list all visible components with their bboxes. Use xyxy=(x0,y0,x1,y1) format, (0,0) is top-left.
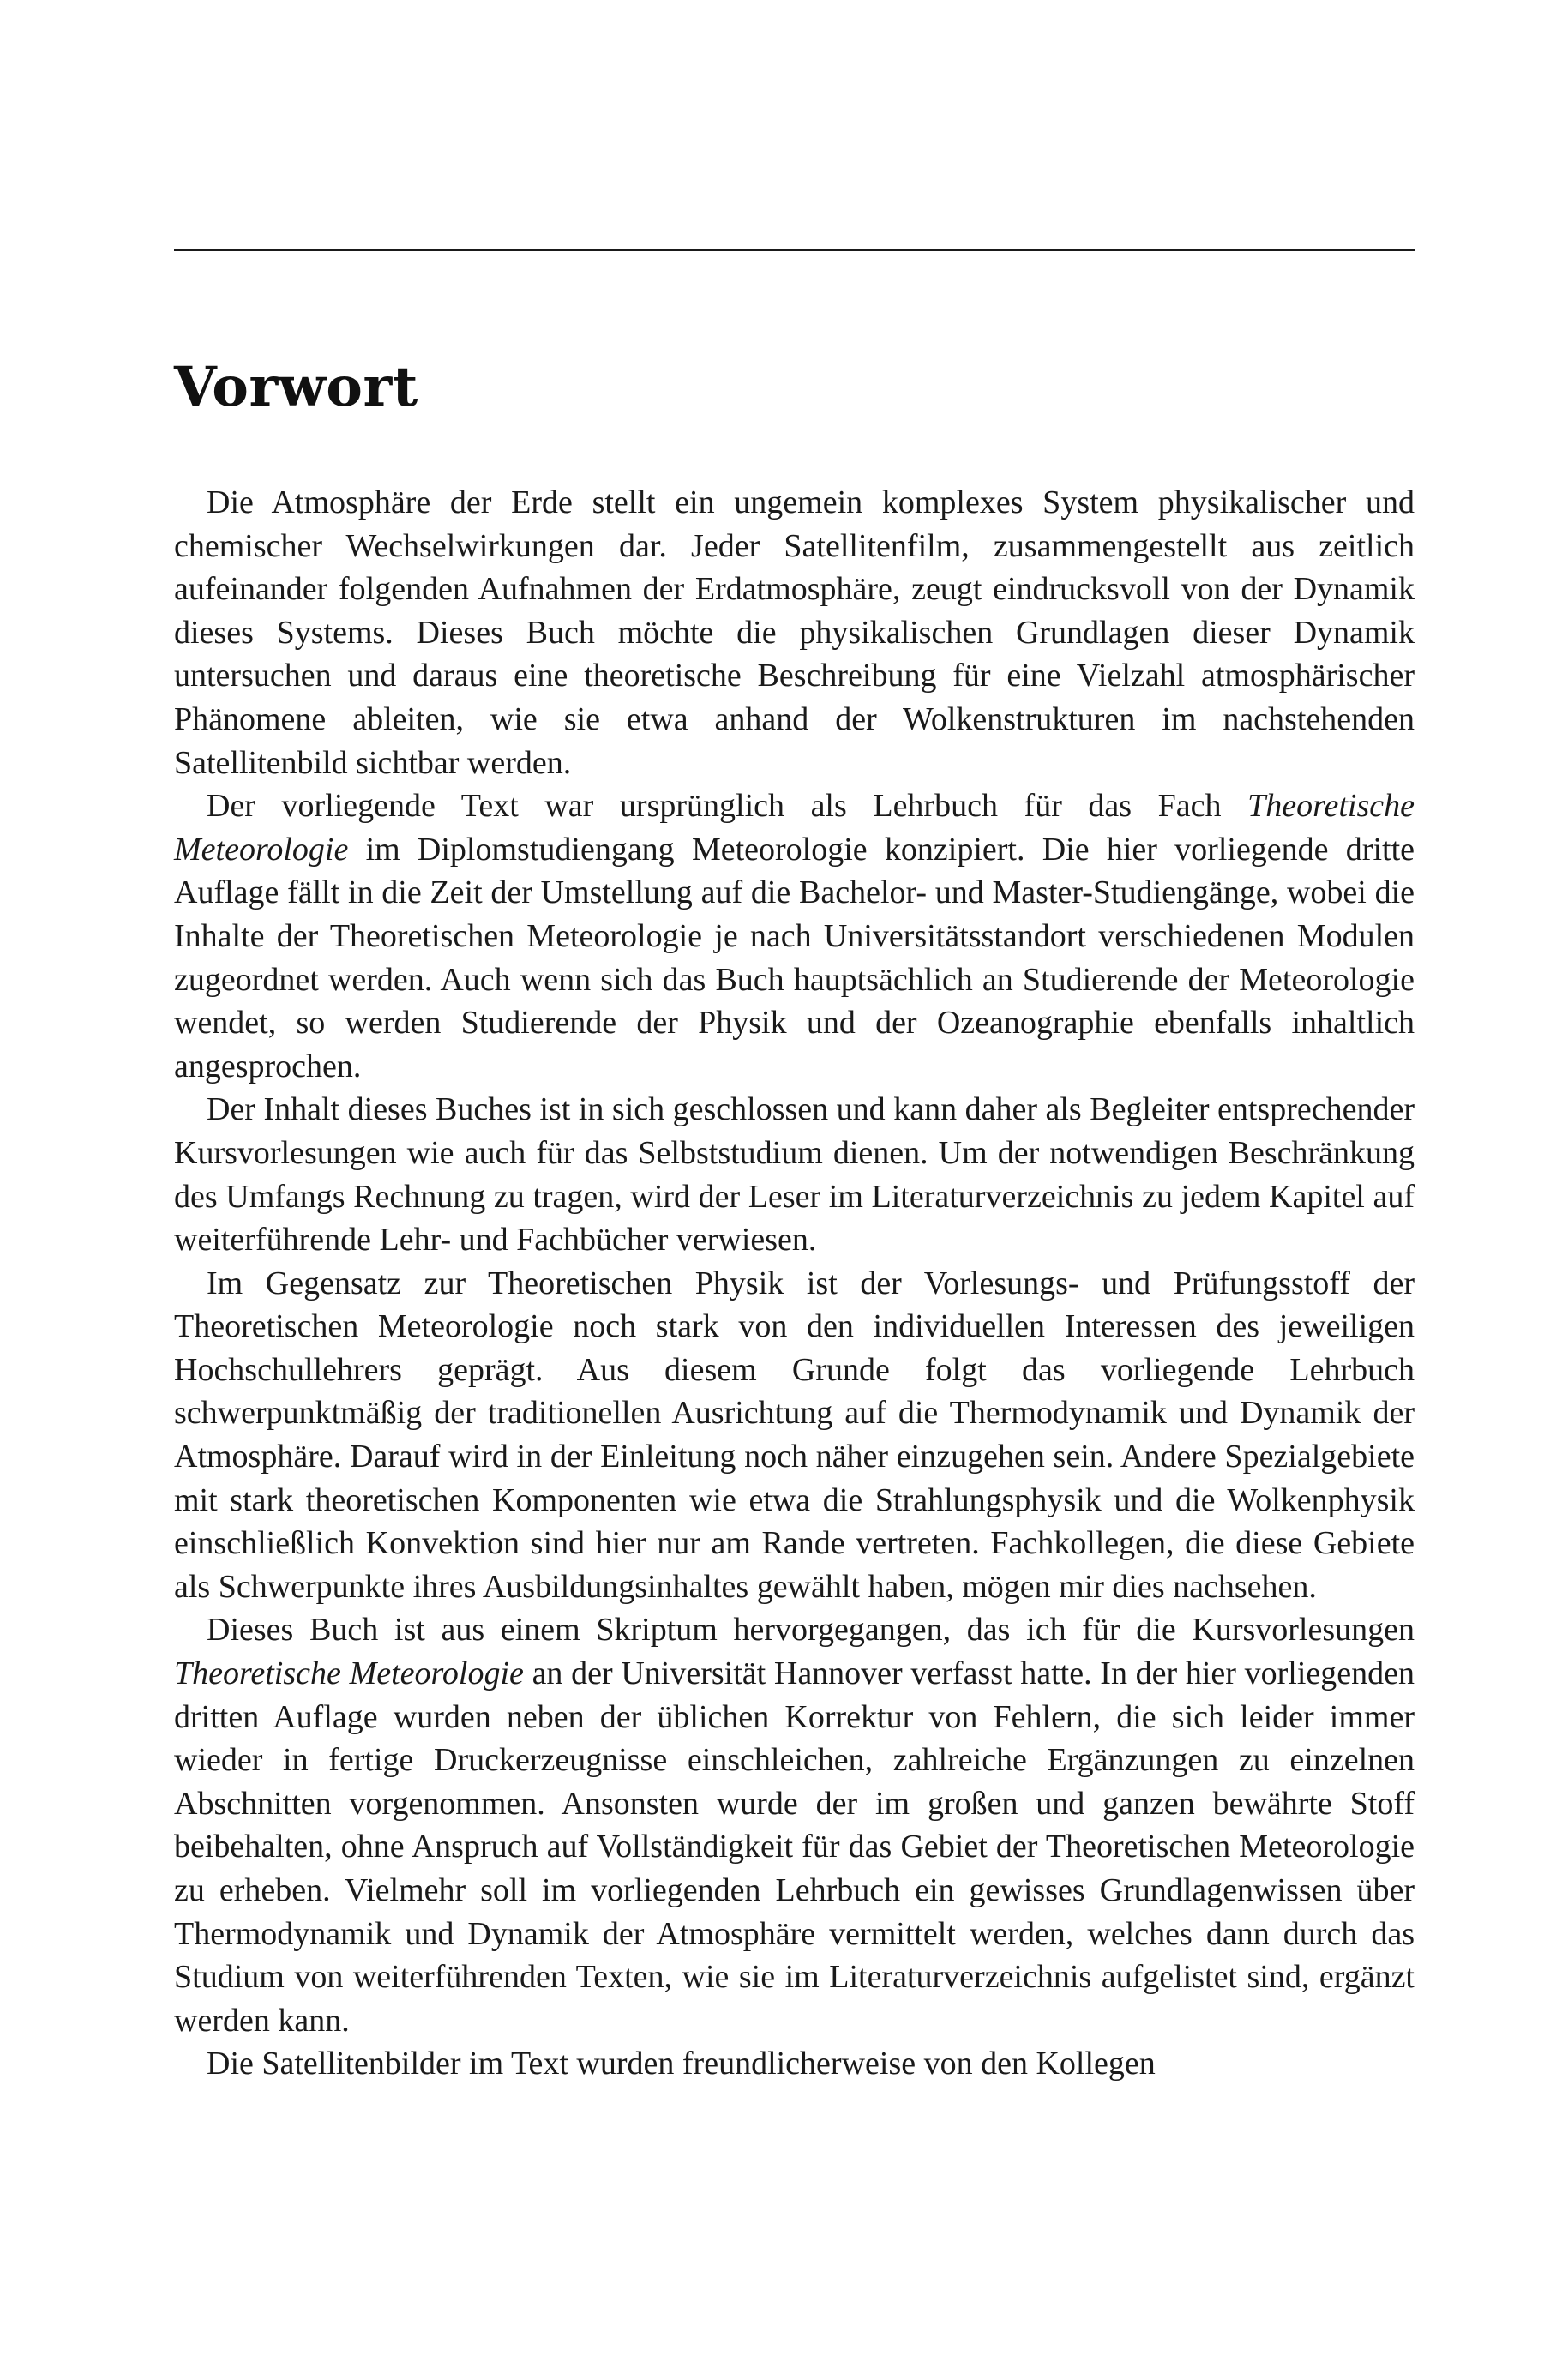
text-run: Der vorliegende Text war ursprünglich als Lehrbuch für das Fach xyxy=(207,788,1248,825)
preface-body xyxy=(174,481,1415,2086)
paragraph xyxy=(174,2042,1415,2086)
text-run: an der Universität Hannover verfasst hatte. In der hier vorliegenden dritten Auflage wurden neben der üblichen Korrektur von Fehlern, die sich leider immer wieder in fertige Druckerzeugnisse einschleichen, zahlreiche Ergänzungen zu einzelnen Abschnitten vorgenommen. Ansonsten wurde der im großen und ganzen bewährte Stoff beibehalten, ohne Anspruch auf Vollständigkeit für das Gebiet der Theoretischen Meteorologie zu erheben. Vielmehr soll im vorliegenden Lehrbuch ein gewisses Grundlagenwissen über Thermodynamik und Dynamik der Atmosphäre vermittelt werden, welches dann durch das Studium von weiterführenden Texten, wie sie im Literaturverzeichnis aufgelistet sind, ergänzt werden kann. xyxy=(174,1655,1415,2039)
book-title-emphasis: Theoretische Meteorologie xyxy=(174,788,1415,868)
text-run: Dieses Buch ist aus einem Skriptum hervorgegangen, das ich für die Kursvorlesungen xyxy=(207,1612,1415,1649)
text-run: Der Inhalt dieses Buches ist in sich geschlossen und kann daher als Begleiter entsprechender Kursvorlesungen wie auch für das Selbststudium dienen. Um der notwendigen Beschränkung des Umfangs Rechnung zu tragen, wird der Leser im Literaturverzeichnis zu jedem Kapitel auf weiterführende Lehr- und Fachbücher verwiesen. xyxy=(174,1091,1415,1259)
paragraph xyxy=(174,784,1415,1088)
paragraph xyxy=(174,481,1415,784)
header-rule xyxy=(174,249,1415,251)
paragraph xyxy=(174,1262,1415,1609)
text-run: im Diplomstudiengang Meteorologie konzipiert. Die hier vorliegende dritte Auflage fällt in die Zeit der Umstellung auf die Bachelor- und Master-Studiengänge, wobei die Inhalte der Theoretischen Meteorologie je nach Universitätsstandort verschiedenen Modulen zugeordnet werden. Auch wenn sich das Buch hauptsächlich an Studierende der Meteorologie wendet, so werden Studierende der Physik und der Ozeanographie ebenfalls inhaltlich angesprochen. xyxy=(174,831,1415,1084)
text-run: Im Gegensatz zur Theoretischen Physik ist der Vorlesungs- und Prüfungsstoff der Theoretischen Meteorologie noch stark von den individuellen Interessen des jeweiligen Hochschullehrers geprägt. Aus diesem Grunde folgt das vorliegende Lehrbuch schwerpunktmäßig der traditionellen Ausrichtung auf die Thermodynamik und Dynamik der Atmosphäre. Darauf wird in der Einleitung noch näher einzugehen sein. Andere Spezialgebiete mit stark theoretischen Komponenten wie etwa die Strahlungsphysik und die Wolkenphysik einschließlich Konvektion sind hier nur am Rande vertreten. Fachkollegen, die diese Gebiete als Schwerpunkte ihres Ausbildungsinhaltes gewählt haben, mögen mir dies nachsehen. xyxy=(174,1265,1415,1605)
paragraph xyxy=(174,1608,1415,2042)
book-title-emphasis: Theoretische Meteorologie xyxy=(174,1655,524,1692)
chapter-title: Vorwort xyxy=(174,355,418,419)
text-run: Die Atmosphäre der Erde stellt ein ungemein komplexes System physikalischer und chemischer Wechselwirkungen dar. Jeder Satellitenfilm, zusammengestellt aus zeitlich aufeinander folgenden Aufnahmen der Erdatmosphäre, zeugt eindrucksvoll von der Dynamik dieses Systems. Dieses Buch möchte die physikalischen Grundlagen dieser Dynamik untersuchen und daraus eine theoretische Beschreibung für eine Vielzahl atmosphärischer Phänomene ableiten, wie sie etwa anhand der Wolkenstrukturen im nachstehenden Satellitenbild sichtbar werden. xyxy=(174,484,1415,781)
text-run: Die Satellitenbilder im Text wurden freundlicherweise von den Kollegen xyxy=(207,2046,1156,2082)
paragraph xyxy=(174,1088,1415,1261)
